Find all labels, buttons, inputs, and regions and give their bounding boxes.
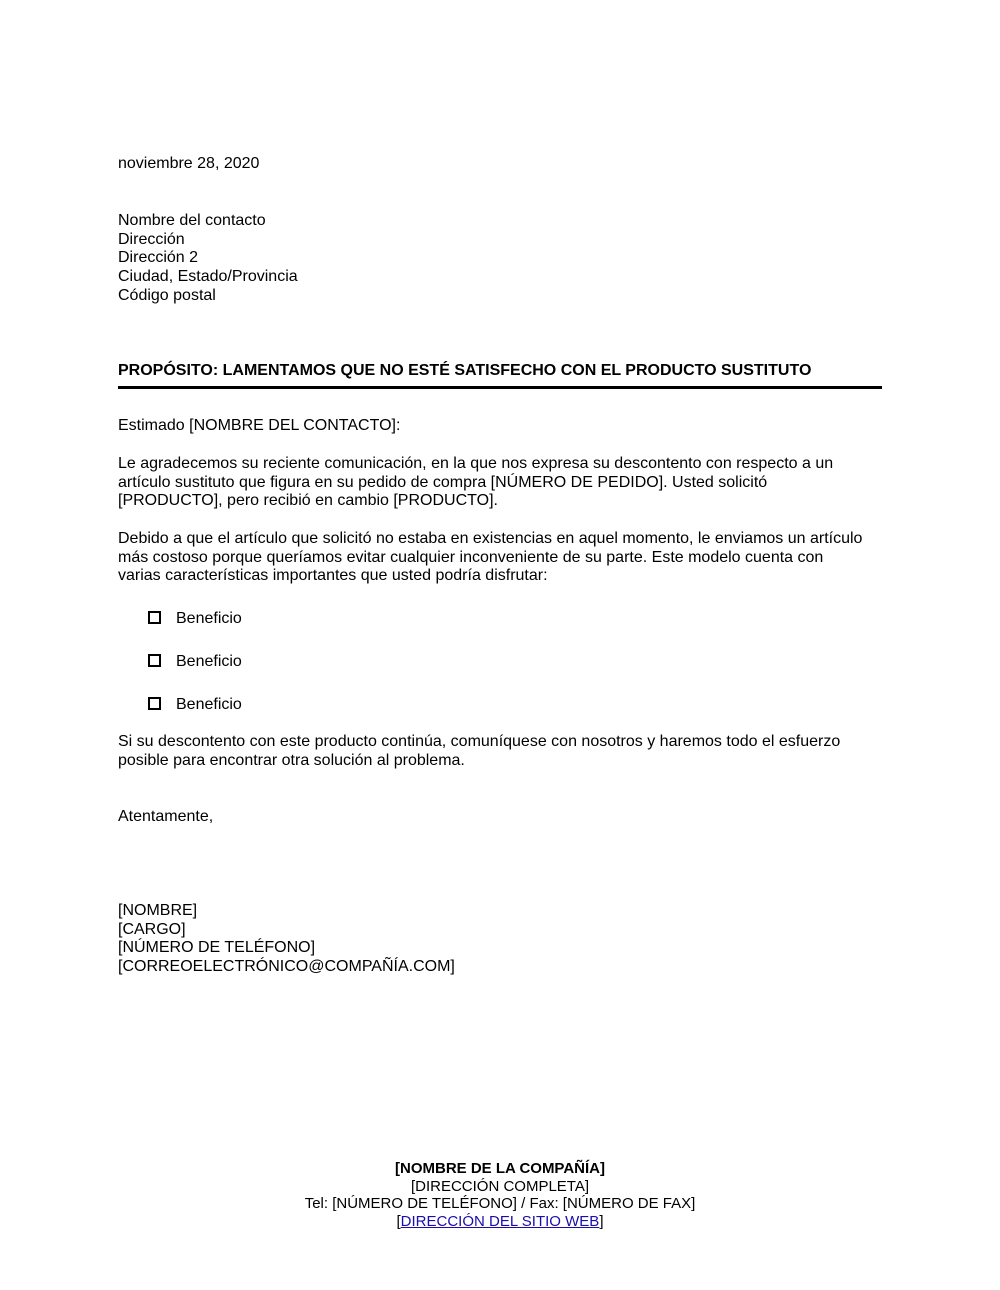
paragraph-line: más costoso porque queríamos evitar cualquier inconveniente de su parte. Este modelo cuenta con [118,548,824,566]
paragraph-2 [118,530,862,586]
benefit-label: Beneficio [176,696,242,713]
address-line: Código postal [118,286,216,304]
paragraph-line: artículo sustituto que figura en su pedido de compra [NÚMERO DE PEDIDO]. Usted solicitó [118,473,768,491]
signature-email: [CORREOELECTRÓNICO@COMPAÑÍA.COM] [118,958,455,976]
paragraph-3 [118,733,840,770]
checkbox-icon [148,654,161,667]
bracket-close: ] [599,1212,604,1230]
letter-date: noviembre 28, 2020 [118,155,260,172]
list-item [148,693,242,717]
paragraph-line: varias características importantes que usted podría disfrutar: [118,567,548,585]
signature-phone: [NÚMERO DE TELÉFONO] [118,939,316,957]
purpose-heading: PROPÓSITO: LAMENTAMOS QUE NO ESTÉ SATISFECHO CON EL PRODUCTO SUSTITUTO [118,362,812,379]
address-line: Dirección [118,230,185,248]
benefits-list [148,607,242,736]
address-line: Nombre del contacto [118,212,266,229]
signature-block [118,902,455,977]
signature-name: [NOMBRE] [118,902,198,919]
paragraph-line: Debido a que el artículo que solicitó no estaba en existencias en aquel momento, le enviamos un artículo [118,530,863,547]
company-name: [NOMBRE DE LA COMPAÑÍA] [395,1160,605,1177]
paragraph-line: Si su descontento con este producto continúa, comuníquese con nosotros y haremos todo el esfuerzo [118,733,841,750]
benefit-label: Beneficio [176,653,242,670]
bracket-open: [ [396,1212,401,1230]
address-line: Dirección 2 [118,249,199,267]
company-address: [DIRECCIÓN COMPLETA] [410,1177,590,1195]
website-link[interactable]: DIRECCIÓN DEL SITIO WEB [400,1212,600,1230]
closing: Atentamente, [118,808,214,825]
checkbox-icon [148,611,161,624]
heading-divider [118,386,882,389]
list-item [148,650,242,674]
signature-title: [CARGO] [118,920,186,938]
company-footer [0,1160,1000,1230]
paragraph-1 [118,455,833,511]
list-item [148,607,242,631]
checkbox-icon [148,697,161,710]
paragraph-line: posible para encontrar otra solución al problema. [118,751,465,769]
paragraph-line: Le agradecemos su reciente comunicación, en la que nos expresa su descontento con respecto a un [118,455,834,472]
benefit-label: Beneficio [176,610,242,627]
greeting: Estimado [NOMBRE DEL CONTACTO]: [118,417,401,434]
company-contact: Tel: [NÚMERO DE TELÉFONO] / Fax: [NÚMERO DE FAX] [304,1195,696,1212]
company-website [0,1213,1000,1231]
paragraph-line: [PRODUCTO], pero recibió en cambio [PRODUCTO]. [118,492,498,510]
address-line: Ciudad, Estado/Provincia [118,268,298,286]
recipient-address [118,212,298,306]
